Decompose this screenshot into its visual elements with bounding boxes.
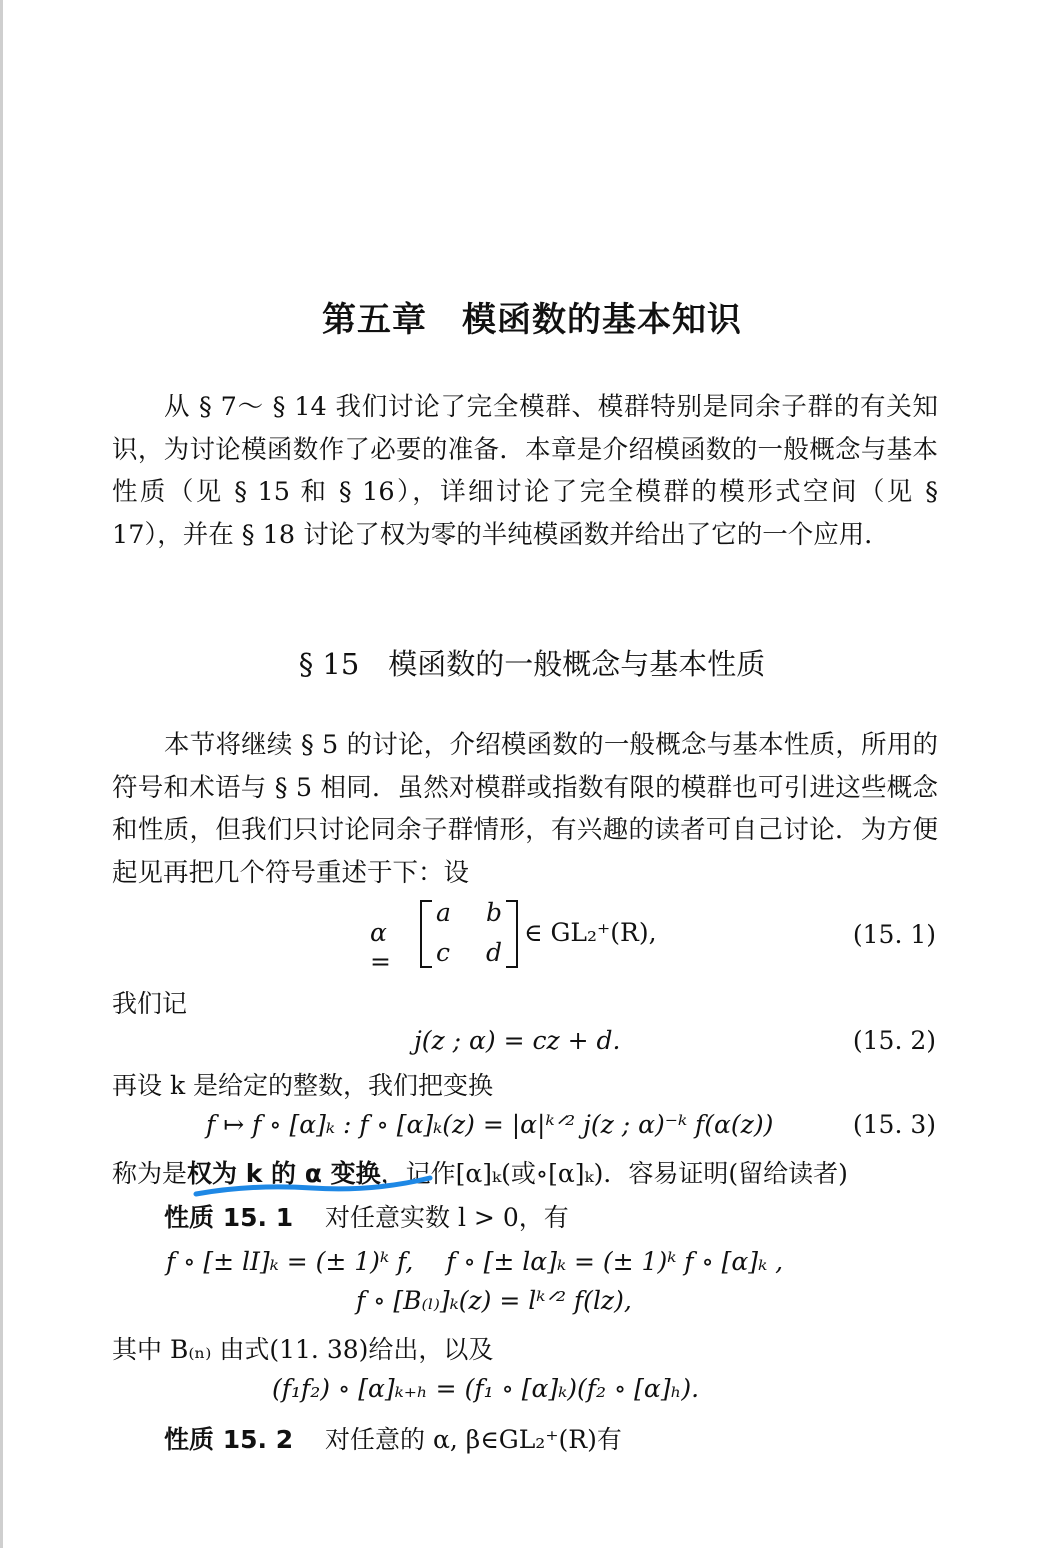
matrix-left-bracket	[420, 900, 432, 968]
pen-underline-annotation	[192, 1174, 442, 1200]
property-15-2	[164, 1420, 622, 1456]
eq2-number: (15. 2)	[852, 1026, 936, 1055]
matrix-d: d	[486, 938, 503, 967]
definition-suffix: ，记作[α]ₖ(或∘[α]ₖ)．容易证明(留给读者)	[380, 1159, 848, 1188]
set-k-text: 再设 k 是给定的整数，我们把变换	[112, 1071, 494, 1100]
matrix-a: a	[436, 898, 451, 927]
definition-term: 权为 k 的 α 变换	[187, 1159, 381, 1188]
we-denote-text: 我们记	[112, 989, 188, 1018]
matrix-right-bracket	[506, 900, 518, 968]
eq1-rhs: ∈ GL₂⁺(R),	[524, 918, 657, 947]
equation-property1-b: f ∘ [B₍ₗ₎]ₖ(z) = lᵏᐟ² f(lz),	[356, 1286, 632, 1315]
property2-label: 性质 15. 2	[164, 1425, 294, 1454]
property2-text: 对任意的 α, β∈GL₂⁺(R)有	[325, 1425, 622, 1454]
equation-15-2: j(z ; α) = cz + d.	[414, 1026, 621, 1055]
equation-property1-a: f ∘ [± lI]ₖ = (± 1)ᵏ f, f ∘ [± lα]ₖ = (± 1)ᵏ f ∘ [α]ₖ ,	[166, 1247, 784, 1276]
eq3-number: (15. 3)	[852, 1110, 936, 1139]
equation-property1-c: (f₁f₂) ∘ [α]ₖ₊ₕ = (f₁ ∘ [α]ₖ)(f₂ ∘ [α]ₕ).	[272, 1374, 700, 1403]
matrix-b: b	[486, 898, 503, 927]
matrix-c: c	[436, 938, 451, 967]
property-15-1	[164, 1198, 569, 1234]
section-paragraph: 本节将继续 § 5 的讨论，介绍模函数的一般概念与基本性质，所用的符号和术语与 § 5 相同．虽然对模群或指数有限的模群也可引进这些概念和性质，但我们只讨论同余子群情形，有兴趣的读者可自己讨论．为方便起见再把几个符号重述于下：设	[112, 730, 938, 888]
property1-label: 性质 15. 1	[164, 1203, 294, 1232]
chapter-title: 第五章 模函数的基本知识	[322, 300, 742, 340]
pen-underline-stroke	[196, 1178, 430, 1194]
eq1-lhs: α =	[370, 918, 391, 976]
page-edge	[0, 0, 3, 1548]
eq1-number: (15. 1)	[852, 920, 936, 949]
intro-paragraph: 从 § 7～ § 14 我们讨论了完全模群、模群特别是同余子群的有关知识，为讨论模函数作了必要的准备．本章是介绍模函数的一般概念与基本性质（见 § 15 和 § 16），详细讨论了完全模群的模形式空间（见 § 17），并在 § 18 讨论了权为零的半纯模函数并给出了它的一个应用．	[112, 392, 938, 550]
property1-text: 对任意实数 l > 0，有	[325, 1203, 569, 1232]
equation-15-3: f ↦ f ∘ [α]ₖ : f ∘ [α]ₖ(z) = |α|ᵏᐟ² j(z ; α)⁻ᵏ f(α(z))	[206, 1110, 774, 1139]
definition-prefix: 称为是	[112, 1159, 188, 1188]
section-title: § 15 模函数的一般概念与基本性质	[298, 647, 766, 681]
where-text: 其中 B₍ₙ₎ 由式(11. 38)给出，以及	[112, 1335, 494, 1364]
